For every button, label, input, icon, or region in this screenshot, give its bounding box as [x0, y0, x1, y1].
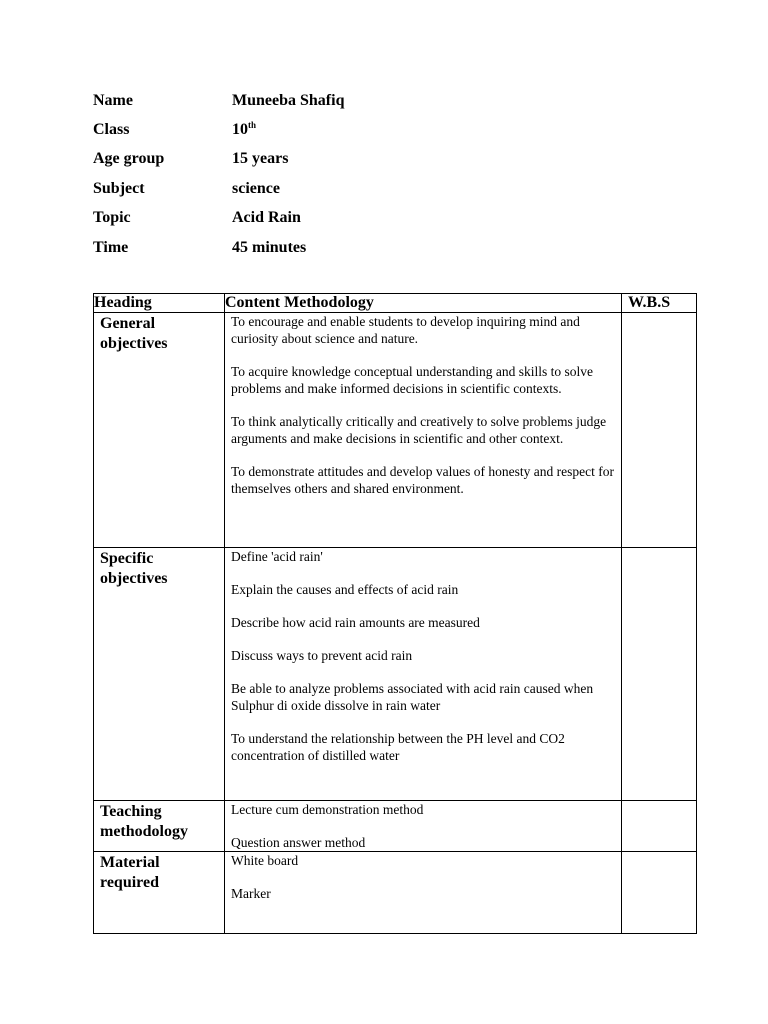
- wbs-cell: [622, 313, 697, 548]
- content-item: White board: [231, 853, 299, 868]
- info-row-class: [93, 115, 493, 144]
- info-label: Class: [93, 121, 130, 139]
- info-label: Subject: [93, 179, 145, 197]
- lesson-info: [93, 86, 493, 262]
- table-header-row: [94, 294, 697, 313]
- class-number: 10: [232, 121, 248, 139]
- row-heading: Teaching methodology: [94, 801, 225, 852]
- wbs-cell: [622, 548, 697, 801]
- row-content: [225, 548, 622, 801]
- content-item: To encourage and enable students to develop inquiring mind and curiosity about science and nature.: [231, 314, 580, 346]
- table-row-teaching-methodology: [94, 801, 697, 852]
- info-value: science: [232, 179, 280, 197]
- info-value: 15 years: [232, 150, 289, 168]
- row-heading: Specific objectives: [94, 548, 225, 801]
- info-value: Acid Rain: [232, 209, 301, 227]
- content-item: Be able to analyze problems associated with acid rain caused when Sulphur di oxide dissolve in rain water: [231, 681, 594, 713]
- column-header-wbs: W.B.S: [622, 294, 697, 313]
- table-row-material-required: [94, 852, 697, 934]
- info-label: Name: [93, 91, 133, 109]
- content-item: To demonstrate attitudes and develop values of honesty and respect for themselves others and shared environment.: [231, 464, 614, 496]
- column-header-content: Content Methodology: [225, 294, 622, 313]
- info-row-subject: [93, 174, 493, 203]
- table-row-specific-objectives: [94, 548, 697, 801]
- content-item: Define 'acid rain': [231, 549, 323, 564]
- lesson-plan-table: [93, 293, 697, 934]
- row-heading: Material required: [94, 852, 225, 934]
- content-item: Describe how acid rain amounts are measured: [231, 615, 480, 630]
- content-item: To acquire knowledge conceptual understanding and skills to solve problems and make informed decisions in scientific contexts.: [231, 364, 593, 396]
- row-content: [225, 313, 622, 548]
- row-content: [225, 852, 622, 934]
- content-item: Question answer method: [231, 835, 366, 850]
- content-item: Explain the causes and effects of acid rain: [231, 582, 459, 597]
- content-item: To understand the relationship between the PH level and CO2 concentration of distilled water: [231, 731, 565, 763]
- info-row-name: [93, 86, 493, 115]
- info-row-topic: [93, 204, 493, 233]
- row-content: [225, 801, 622, 852]
- content-item: Marker: [231, 886, 271, 901]
- content-item: To think analytically critically and creatively to solve problems judge arguments and make decisions in scientific and other context.: [231, 414, 607, 446]
- column-header-heading: Heading: [94, 294, 225, 313]
- info-label: Age group: [93, 150, 165, 168]
- info-value: Muneeba Shafiq: [232, 91, 345, 109]
- wbs-cell: [622, 801, 697, 852]
- info-label: Topic: [93, 209, 131, 227]
- info-value-class: [232, 121, 493, 139]
- table-row-general-objectives: [94, 313, 697, 548]
- info-row-time: [93, 233, 493, 262]
- wbs-cell: [622, 852, 697, 934]
- content-item: Lecture cum demonstration method: [231, 802, 424, 817]
- info-row-age-group: [93, 145, 493, 174]
- content-item: Discuss ways to prevent acid rain: [231, 648, 413, 663]
- class-ordinal: th: [248, 120, 257, 131]
- info-label: Time: [93, 238, 129, 256]
- row-heading: General objectives: [94, 313, 225, 548]
- info-value: 45 minutes: [232, 238, 307, 256]
